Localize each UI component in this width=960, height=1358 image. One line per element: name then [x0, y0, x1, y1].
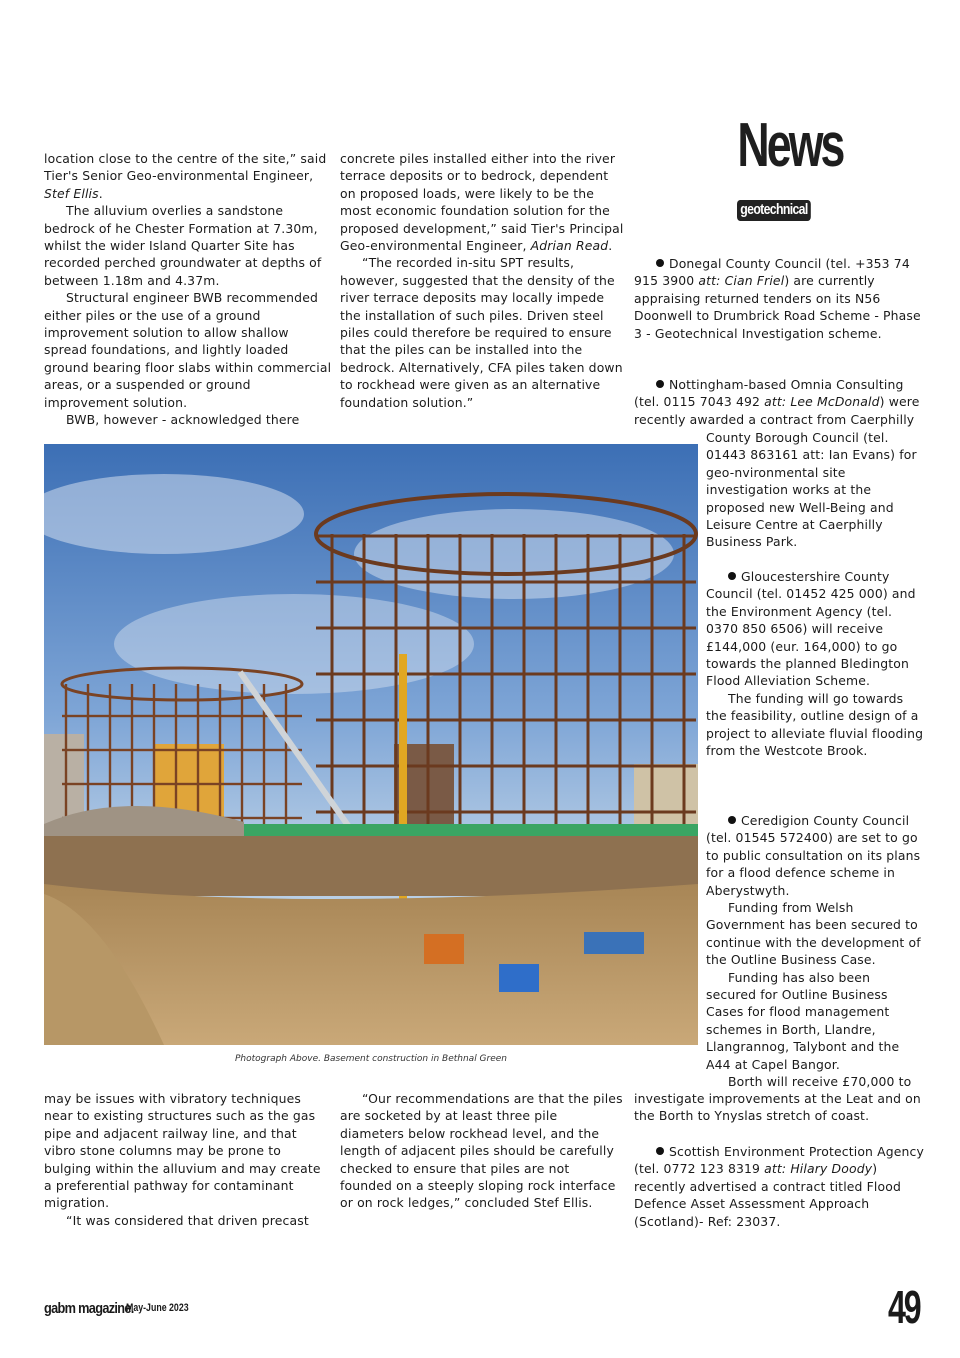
- paragraph: “The recorded in-situ SPT results, however, suggested that the density of the river terrace deposits may locally impede the installation of such piles. Driven steel piles could therefore be required to ensure that the piles can be installed into the bedrock. Alternatively, CFA piles taken down to rockhead were given as an alternative foundation solution.”: [340, 255, 623, 410]
- bullet-icon: [728, 816, 736, 824]
- news-item-ceredigion: Ceredigion County Council (tel. 01545 572400) are set to go to public consultation on its plans for a flood defence scheme in Aberystwyth. Funding from Welsh Government has been secured to continue with the development of the Outline Business Case. Funding has also been secured for Outline Business Cases for flood management schemes in Borth, Llandre, Llangrannog, Talybont and the A44 at Capel Bangor. Borth will receive £70,000 to: [706, 813, 921, 1090]
- paragraph: location close to the centre of the site,” said Tier's Senior Geo-environmental Engineer, Stef Ellis.: [44, 151, 327, 201]
- magazine-name: gabm magazine.: [44, 1300, 134, 1317]
- news-item-sepa: Scottish Environment Protection Agency (tel. 0772 123 8319 att: Hilary Doody) recently advertised a contract titled Flood Defence Asset Assessment Approach (Scotland)- Ref: 23037.: [634, 1144, 925, 1229]
- paragraph: “It was considered that driven precast: [66, 1212, 309, 1228]
- news-item-gloucestershire: Gloucestershire County Council (tel. 01452 425 000) and the Environment Agency (tel. 0370 850 6506) will receive £144,000 (eur. 164,000) to go towards the planned Bledington Flood Alleviation Scheme. The funding will go towards the feasibility, outline design of a project to alleviate fluvial flooding from the Westcote Brook.: [706, 569, 924, 759]
- paragraph: concrete piles installed either into the river terrace deposits or to bedrock, dependent on proposed loads, were likely to be the most economic foundation solution for the proposed development,” said Tier's Principal Geo-environmental Engineer, Adrian Read.: [340, 151, 624, 254]
- issue-date: May-June 2023: [126, 1302, 189, 1314]
- section-title: News: [737, 111, 843, 180]
- paragraph: may be issues with vibratory techniques near to existing structures such as the gas pipe and adjacent railway line, and that vibro stone columns may be prone to bulging within the alluvium and may create a preferential pathway for contaminant migration.: [44, 1091, 321, 1211]
- article-column-2-bottom: [340, 1090, 625, 1212]
- article-column-1-bottom: [44, 1090, 329, 1229]
- photo-caption: Photograph Above. Basement construction in Bethnal Green: [234, 1054, 508, 1064]
- section-tag: geotechnical: [737, 200, 811, 221]
- paragraph: The alluvium overlies a sandstone bedrock of he Chester Formation at 7.30m, whilst the wider Island Quarter Site has recorded perched groundwater at depths of between 1.18m and 4.37m.: [44, 203, 322, 288]
- paragraph: Structural engineer BWB recommended either piles or the use of a ground improvement solution to allow shallow spread foundations, and lightly loaded ground bearing floor slabs within commercial areas, or a suspended or ground improvement solution.: [44, 290, 332, 410]
- masthead: [722, 110, 843, 182]
- construction-photo: [44, 444, 698, 1045]
- author-name: Stef Ellis: [44, 185, 99, 201]
- news-item-omnia: Nottingham-based Omnia Consulting (tel. 0115 7043 492 att: Lee McDonald) were recently awarded a contract from Caerphilly: [634, 377, 920, 427]
- article-column-2-top: [340, 150, 625, 411]
- news-item-ceredigion-cont: investigate improvements at the Leat and on the Borth to Ynyslas stretch of coast.: [634, 1091, 921, 1124]
- bullet-icon: [656, 1147, 664, 1155]
- paragraph: “Our recommendations are that the piles are socketed by at least three pile diameters below rockhead level, and the length of adjacent piles should be carefully checked to ensure that piles are not founded on a steeply sloping rock interface or on rock ledges,” concluded Stef Ellis.: [340, 1091, 623, 1211]
- author-name: Adrian Read: [530, 238, 609, 254]
- bullet-icon: [728, 572, 736, 580]
- bullet-icon: [656, 259, 664, 267]
- news-item-omnia-cont: County Borough Council (tel. 01443 863161 att: Ian Evans) for geo-nvironmental site investigation works at the proposed new Well-Being and Leisure Centre at Caerphilly Business Park.: [706, 430, 917, 550]
- page-number: 49: [888, 1281, 920, 1333]
- bullet-icon: [656, 380, 664, 388]
- news-item-donegal: Donegal County Council (tel. +353 74 915 3900 att: Cian Friel) are currently appraising returned tenders on its N56 Doonwell to Drumbrick Road Scheme - Phase 3 - Geotechnical Investigation scheme.: [634, 256, 921, 341]
- paragraph: BWB, however - acknowledged there: [66, 412, 300, 428]
- article-column-1-top: [44, 150, 334, 429]
